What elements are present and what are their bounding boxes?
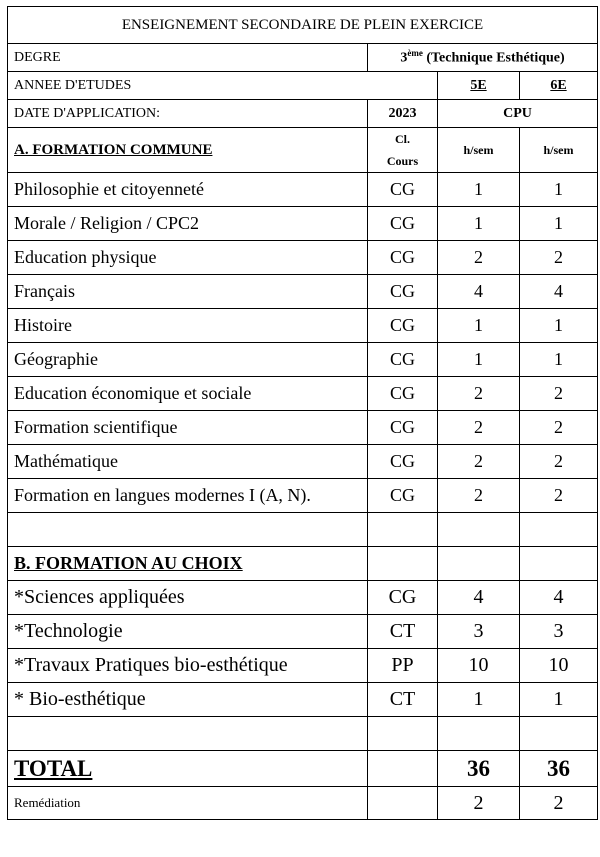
table-row — [8, 241, 598, 275]
degre-label: DEGRE — [8, 44, 368, 72]
hours-6e-cell: 1 — [520, 343, 598, 377]
subject-cell: *Sciences appliquées — [8, 581, 368, 615]
remediation-row — [8, 787, 598, 820]
cl-cell: CG — [368, 479, 438, 513]
cl-cell: CT — [368, 615, 438, 649]
date-value: 2023 — [368, 100, 438, 128]
date-label: DATE D'APPLICATION: — [8, 100, 368, 128]
hours-6e-cell: 2 — [520, 377, 598, 411]
hours-6e-cell: 10 — [520, 649, 598, 683]
hours-6e-cell: 1 — [520, 309, 598, 343]
cl-cell: CT — [368, 683, 438, 717]
title-row — [8, 7, 598, 44]
total-label: TOTAL — [8, 751, 368, 787]
table-row — [8, 309, 598, 343]
hours-6e-cell: 1 — [520, 683, 598, 717]
blank-row — [8, 717, 598, 751]
col-cl-cours: Cl. Cours — [368, 128, 438, 173]
remediation-5e: 2 — [438, 787, 520, 820]
hours-6e-cell: 4 — [520, 275, 598, 309]
section-b-title: B. FORMATION AU CHOIX — [8, 547, 368, 581]
col-hsem-5e: h/sem — [438, 128, 520, 173]
col-hsem-6e: h/sem — [520, 128, 598, 173]
hours-5e-cell: 1 — [438, 683, 520, 717]
subject-cell: *Travaux Pratiques bio-esthétique — [8, 649, 368, 683]
hours-6e-cell: 1 — [520, 207, 598, 241]
subject-cell: Histoire — [8, 309, 368, 343]
hours-5e-cell: 2 — [438, 445, 520, 479]
hours-5e-cell: 2 — [438, 377, 520, 411]
hours-5e-cell: 4 — [438, 581, 520, 615]
hours-5e-cell: 1 — [438, 207, 520, 241]
section-b-header-row — [8, 547, 598, 581]
cpu-label: CPU — [438, 100, 598, 128]
degre-row — [8, 44, 598, 72]
cl-cell: CG — [368, 377, 438, 411]
table-row — [8, 649, 598, 683]
hours-5e-cell: 10 — [438, 649, 520, 683]
cl-cell: CG — [368, 445, 438, 479]
annee-label: ANNEE D'ETUDES — [8, 72, 438, 100]
hours-5e-cell: 1 — [438, 173, 520, 207]
cl-cell: CG — [368, 207, 438, 241]
subject-cell: Education économique et sociale — [8, 377, 368, 411]
table-row — [8, 479, 598, 513]
table-row — [8, 445, 598, 479]
hours-6e-cell: 2 — [520, 445, 598, 479]
table-row — [8, 343, 598, 377]
cl-cell: CG — [368, 343, 438, 377]
hours-6e-cell: 3 — [520, 615, 598, 649]
remediation-label: Remédiation — [8, 787, 368, 820]
hours-6e-cell: 2 — [520, 479, 598, 513]
cl-cell: CG — [368, 275, 438, 309]
table-row — [8, 207, 598, 241]
subject-cell: Formation en langues modernes I (A, N). — [8, 479, 368, 513]
hours-5e-cell: 1 — [438, 343, 520, 377]
section-a-title: A. FORMATION COMMUNE — [8, 128, 368, 173]
cl-cell: CG — [368, 581, 438, 615]
annee-6e: 6E — [520, 72, 598, 100]
hours-5e-cell: 1 — [438, 309, 520, 343]
page-title: ENSEIGNEMENT SECONDAIRE DE PLEIN EXERCICE — [8, 7, 598, 44]
hours-6e-cell: 2 — [520, 411, 598, 445]
hours-5e-cell: 2 — [438, 479, 520, 513]
section-b-body — [8, 581, 598, 717]
total-6e: 36 — [520, 751, 598, 787]
section-a-header-row — [8, 128, 598, 173]
subject-cell: Mathématique — [8, 445, 368, 479]
table-row — [8, 581, 598, 615]
cl-cell: CG — [368, 309, 438, 343]
table-row — [8, 377, 598, 411]
table-row — [8, 683, 598, 717]
hours-6e-cell: 4 — [520, 581, 598, 615]
date-row — [8, 100, 598, 128]
annee-5e: 5E — [438, 72, 520, 100]
hours-6e-cell: 2 — [520, 241, 598, 275]
subject-cell: *Technologie — [8, 615, 368, 649]
cl-cell: CG — [368, 411, 438, 445]
subject-cell: Formation scientifique — [8, 411, 368, 445]
subject-cell: Philosophie et citoyenneté — [8, 173, 368, 207]
degre-value: 3ème (Technique Esthétique) — [368, 44, 598, 72]
remediation-6e: 2 — [520, 787, 598, 820]
total-5e: 36 — [438, 751, 520, 787]
subject-cell: Géographie — [8, 343, 368, 377]
curriculum-table — [7, 6, 598, 820]
hours-5e-cell: 2 — [438, 411, 520, 445]
blank-row — [8, 513, 598, 547]
section-a-body — [8, 173, 598, 513]
subject-cell: Morale / Religion / CPC2 — [8, 207, 368, 241]
table-row — [8, 615, 598, 649]
hours-6e-cell: 1 — [520, 173, 598, 207]
annee-row — [8, 72, 598, 100]
table-row — [8, 411, 598, 445]
total-row — [8, 751, 598, 787]
cl-cell: CG — [368, 173, 438, 207]
table-row — [8, 173, 598, 207]
cl-cell: PP — [368, 649, 438, 683]
subject-cell: Education physique — [8, 241, 368, 275]
hours-5e-cell: 4 — [438, 275, 520, 309]
subject-cell: * Bio-esthétique — [8, 683, 368, 717]
table-row — [8, 275, 598, 309]
subject-cell: Français — [8, 275, 368, 309]
cl-cell: CG — [368, 241, 438, 275]
hours-5e-cell: 3 — [438, 615, 520, 649]
hours-5e-cell: 2 — [438, 241, 520, 275]
